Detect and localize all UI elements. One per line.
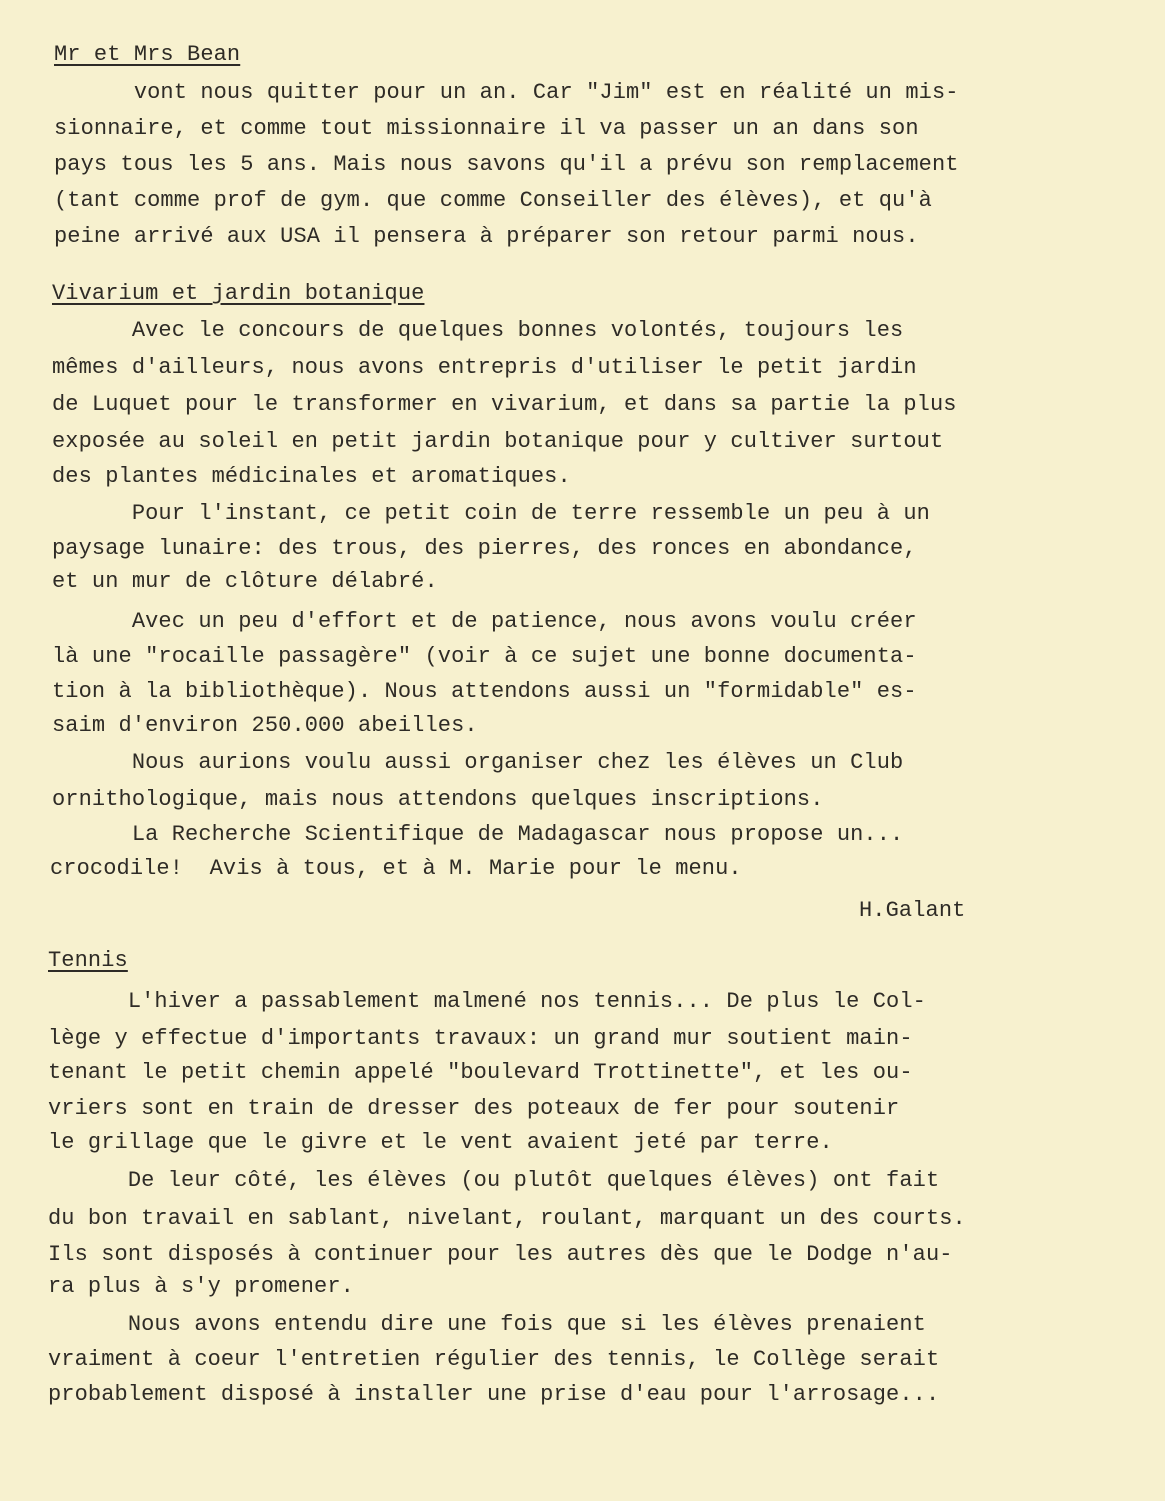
text-line: Avec le concours de quelques bonnes volontés, toujours les [52,318,904,343]
text-line: De leur côté, les élèves (ou plutôt quelques élèves) ont fait [48,1168,940,1193]
text-line: là une "rocaille passagère" (voir à ce sujet une bonne documenta- [52,644,917,669]
text-line: pays tous les 5 ans. Mais nous savons qu'il a prévu son remplacement [54,152,959,177]
text-line: de Luquet pour le transformer en vivarium, et dans sa partie la plus [52,392,957,417]
text-line: vraiment à coeur l'entretien régulier des tennis, le Collège serait [48,1347,940,1372]
text-line: lège y effectue d'importants travaux: un grand mur soutient main- [48,1026,913,1051]
text-line: L'hiver a passablement malmené nos tennis... De plus le Col- [48,989,926,1014]
text-line: ra plus à s'y promener. [48,1274,354,1299]
text-line: Avec un peu d'effort et de patience, nous avons voulu créer [52,609,917,634]
text-line: sionnaire, et comme tout missionnaire il va passer un an dans son [54,116,919,141]
text-line: des plantes médicinales et aromatiques. [52,464,571,489]
text-line: le grillage que le givre et le vent avaient jeté par terre. [48,1130,833,1155]
text-line: mêmes d'ailleurs, nous avons entrepris d'utiliser le petit jardin [52,355,917,380]
text-line: et un mur de clôture délabré. [52,569,438,594]
text-line: La Recherche Scientifique de Madagascar nous propose un... [52,822,904,847]
text-line: peine arrivé aux USA il pensera à préparer son retour parmi nous. [54,224,919,249]
text-line: Nous aurions voulu aussi organiser chez les élèves un Club [52,750,904,775]
text-line: Ils sont disposés à continuer pour les autres dès que le Dodge n'au- [48,1242,953,1267]
text-line: vont nous quitter pour un an. Car "Jim" est en réalité un mis- [54,80,959,105]
text-line: tion à la bibliothèque). Nous attendons aussi un "formidable" es- [52,679,917,704]
text-line: Pour l'instant, ce petit coin de terre ressemble un peu à un [52,501,930,526]
section-heading: Tennis [48,948,128,973]
section-heading: Vivarium et jardin botanique [52,281,425,306]
signature: H.Galant [859,898,966,923]
text-line: vriers sont en train de dresser des poteaux de fer pour soutenir [48,1096,900,1121]
text-line: tenant le petit chemin appelé "boulevard Trottinette", et les ou- [48,1060,913,1085]
text-line: crocodile! Avis à tous, et à M. Marie pour le menu. [50,856,742,881]
text-line: exposée au soleil en petit jardin botanique pour y cultiver surtout [52,429,944,454]
text-line: paysage lunaire: des trous, des pierres, des ronces en abondance, [52,536,917,561]
text-line: du bon travail en sablant, nivelant, roulant, marquant un des courts. [48,1206,966,1231]
text-line: ornithologique, mais nous attendons quelques inscriptions. [52,787,824,812]
text-line: saim d'environ 250.000 abeilles. [52,713,478,738]
section-heading: Mr et Mrs Bean [54,42,241,67]
text-line: probablement disposé à installer une prise d'eau pour l'arrosage... [48,1382,940,1407]
text-line: Nous avons entendu dire une fois que si les élèves prenaient [48,1312,926,1337]
text-line: (tant comme prof de gym. que comme Conseiller des élèves), et qu'à [54,188,932,213]
